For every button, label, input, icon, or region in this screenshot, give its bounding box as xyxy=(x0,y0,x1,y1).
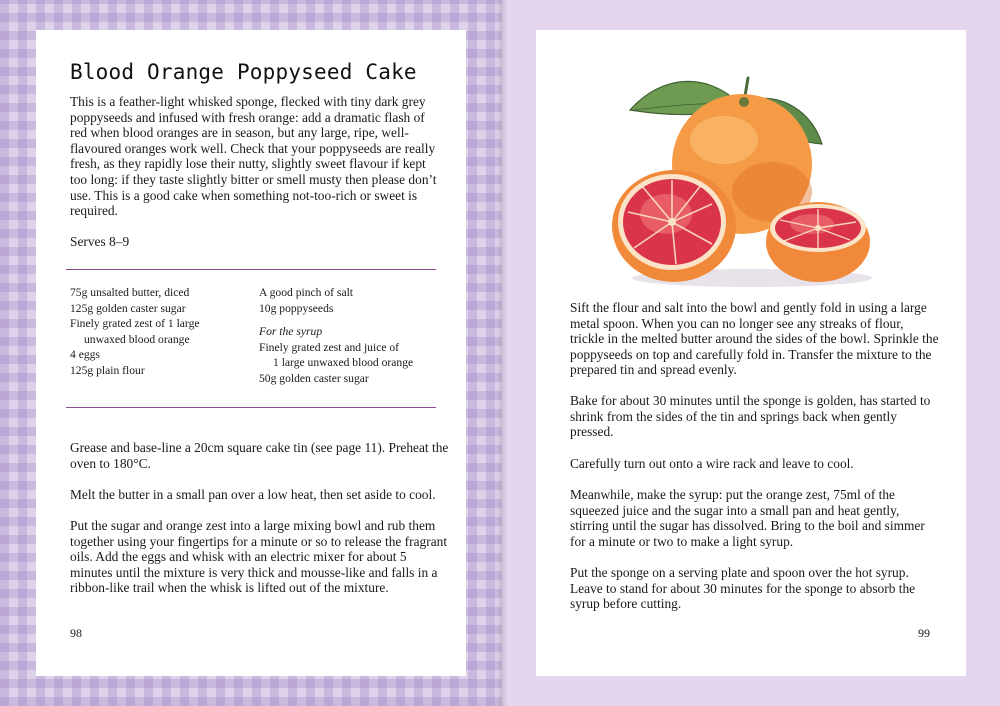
ingredients-top-rule xyxy=(66,269,436,270)
page-number: 98 xyxy=(70,626,82,640)
method-step: Sift the flour and salt into the bowl and gently fold in using a large metal spoon. When you can no longer see any streaks of flour, trickle in the melted butter around the sides of the bowl. Sprinkle the poppyseeds on top and carefully fold in. Transfer the mixture to the prepared tin and spread evenly. xyxy=(570,300,939,378)
ingredient-item: Finely grated zest and juice of xyxy=(259,340,400,354)
ingredient-spacer xyxy=(259,316,459,324)
ingredient-item: 1 large unwaxed blood orange xyxy=(273,356,414,370)
recipe-intro: This is a feather-light whisked sponge, flecked with tiny dark grey poppyseeds and infused with fresh orange: add a dramatic flash of red when blood oranges are in season, but any large, ripe, well-flavoured oranges work well. Check that your poppyseeds are really fresh, as they rapidly lose their nutty, slightly sweet flavour if kept too long: if they taste slightly bitter or smell musty then please don’t use. This is a good cake when something not-too-rich or sweet is required. xyxy=(70,94,437,219)
method-step: Grease and base-line a 20cm square cake tin (see page 11). Preheat the oven to 180°C. xyxy=(70,440,449,471)
ingredients-column-1 xyxy=(70,285,255,379)
method-step: Bake for about 30 minutes until the sponge is golden, has started to shrink from the sides of the tin and springs back when gently pressed. xyxy=(570,393,931,440)
ingredient-item: 50g golden caster sugar xyxy=(259,371,369,385)
method-step: Put the sponge on a serving plate and spoon over the hot syrup. Leave to stand for about 30 minutes for the sponge to absorb the syrup before cutting. xyxy=(570,565,916,612)
ingredients-column-2 xyxy=(259,285,459,387)
ingredient-item: 125g golden caster sugar xyxy=(70,301,186,315)
recipe-title: Blood Orange Poppyseed Cake xyxy=(70,60,417,84)
ingredient-item: Finely grated zest of 1 large xyxy=(70,317,200,331)
ingredient-item: 125g plain flour xyxy=(70,363,145,377)
method-step: Melt the butter in a small pan over a low heat, then set aside to cool. xyxy=(70,487,436,502)
ingredients-bottom-rule xyxy=(66,407,436,408)
book-gutter xyxy=(496,0,508,706)
ingredient-item: 10g poppyseeds xyxy=(259,301,334,315)
serves-label: Serves 8–9 xyxy=(70,234,130,249)
right-page xyxy=(536,30,966,676)
ingredient-item: 4 eggs xyxy=(70,348,100,362)
left-page xyxy=(36,30,466,676)
ingredient-item: unwaxed blood orange xyxy=(84,332,190,346)
ingredient-item: A good pinch of salt xyxy=(259,286,354,299)
blood-orange-illustration xyxy=(612,52,872,292)
method-step: Put the sugar and orange zest into a large mixing bowl and rub them together using your fingertips for a minute or so to release the fragrant oils. Add the eggs and whisk with an electric mixer for about 5 minutes until the mixture is very thick and mousse-like and falls in a ribbon-like trail when the whisk is lifted out of the mixture. xyxy=(70,518,448,596)
method-step: Meanwhile, make the syrup: put the orange zest, 75ml of the squeezed juice and the sugar into a small pan and heat gently, stirring until the sugar has dissolved. Bring to the boil and simmer for a minute or two to make a light syrup. xyxy=(570,487,925,549)
page-number: 99 xyxy=(918,626,930,640)
ingredient-item: 75g unsalted butter, diced xyxy=(70,286,190,299)
method-step: Carefully turn out onto a wire rack and leave to cool. xyxy=(570,456,854,471)
syrup-heading: For the syrup xyxy=(259,325,323,339)
